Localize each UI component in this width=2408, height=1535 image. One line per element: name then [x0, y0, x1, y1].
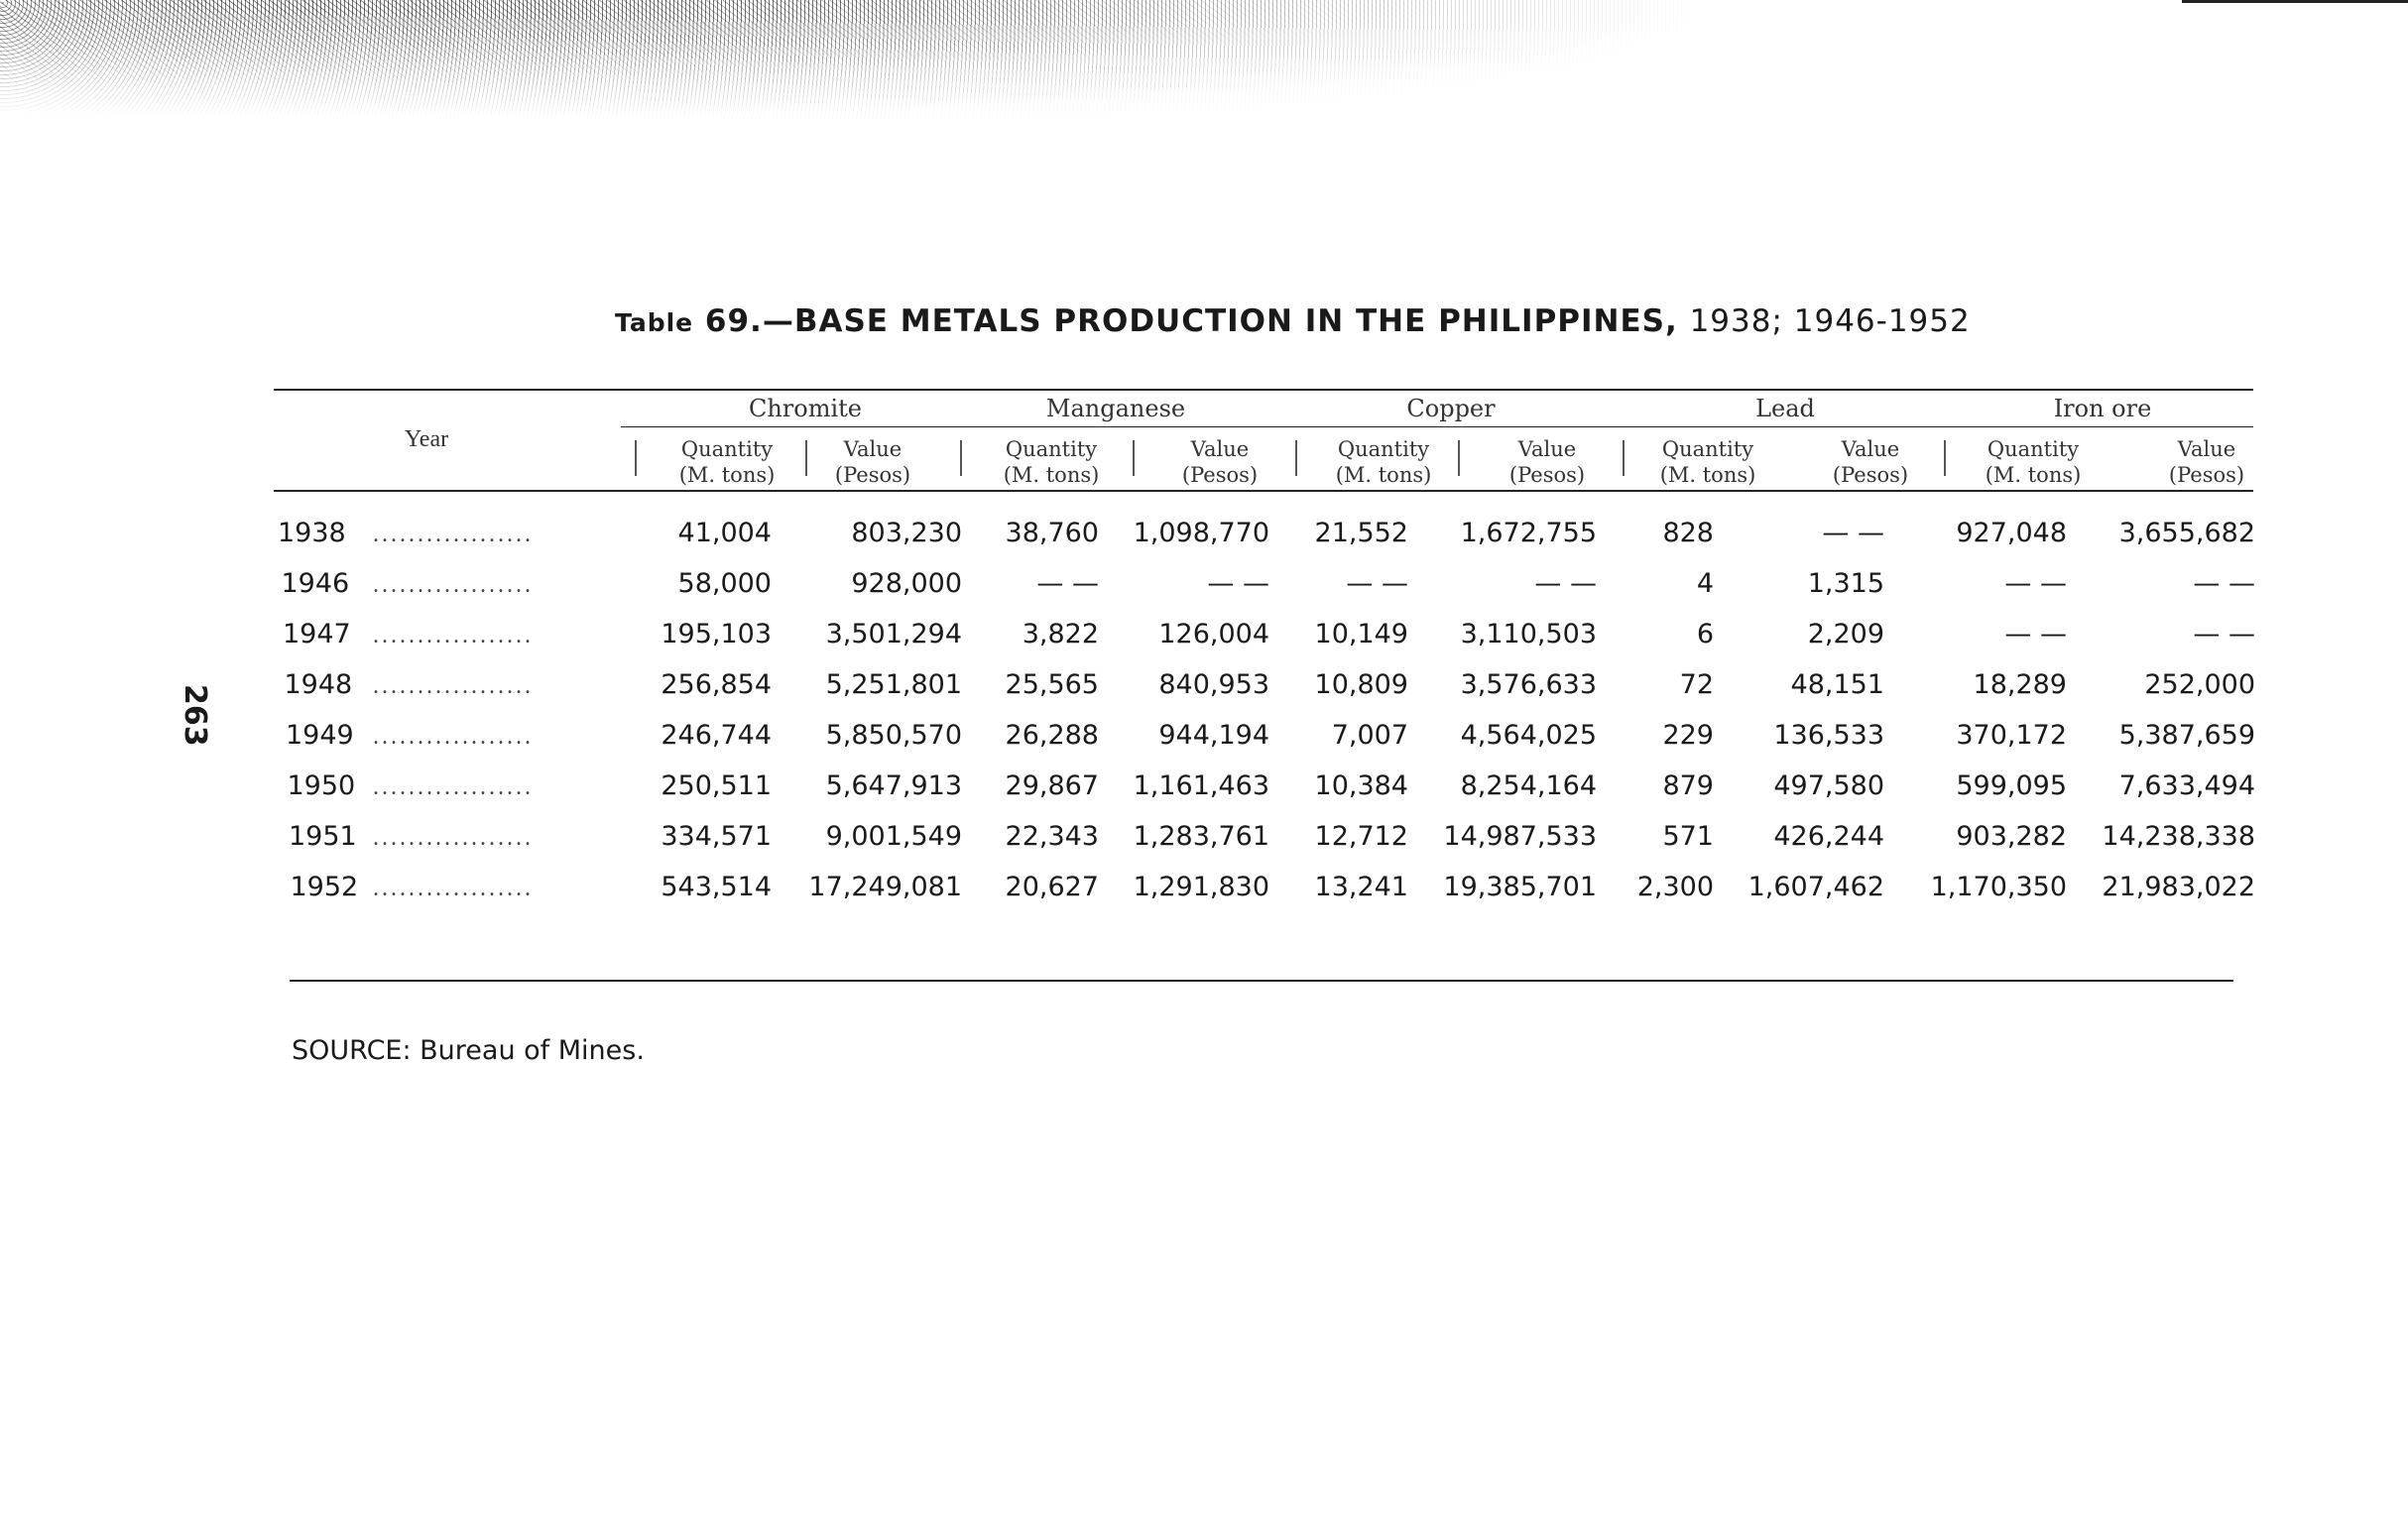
quantity-cell: — — [2004, 568, 2067, 599]
quantity-cell: 3,822 [1022, 619, 1099, 649]
value-cell: 252,000 [2144, 669, 2255, 700]
sub-header-line-1: Value [843, 437, 903, 461]
value-cell: 8,254,164 [1460, 770, 1597, 801]
value-cell: 2,209 [1807, 619, 1884, 649]
quantity-cell: 20,627 [1005, 872, 1099, 902]
table-row [0, 619, 2408, 674]
value-cell: 4,564,025 [1460, 720, 1597, 751]
group-header-iron-ore: Iron ore [2053, 395, 2152, 422]
quantity-cell: 7,007 [1331, 720, 1408, 751]
quantity-cell: 29,867 [1005, 770, 1099, 801]
quantity-cell: 2,300 [1636, 872, 1714, 902]
value-cell: 5,647,913 [825, 770, 962, 801]
table-row [0, 821, 2408, 877]
quantity-cell: 18,289 [1973, 669, 2067, 700]
sub-header-quantity [972, 436, 1131, 488]
sub-header-line-2: (M. tons) [1985, 463, 2082, 487]
sub-header-line-2: (M. tons) [678, 463, 776, 487]
sub-header-line-1: Quantity [1987, 437, 2080, 461]
header-separator [1458, 440, 1460, 476]
value-cell: 1,315 [1807, 568, 1884, 599]
quantity-cell: 903,282 [1956, 821, 2067, 852]
quantity-cell: 41,004 [677, 518, 772, 548]
table-top-rule [274, 389, 2253, 391]
quantity-cell: 250,511 [661, 770, 772, 801]
value-cell: 426,244 [1773, 821, 1884, 852]
table-row [0, 568, 2408, 624]
header-separator [1944, 440, 1946, 476]
sub-header-value [1141, 436, 1299, 488]
table-title-years: 1938; 1946-1952 [1689, 303, 1971, 339]
dot-leader: .................. [373, 623, 534, 649]
sub-header-value [2127, 436, 2286, 488]
value-cell: 1,291,830 [1133, 872, 1269, 902]
header-separator [960, 440, 962, 476]
year-column-header: Year [404, 426, 449, 452]
quantity-cell: 571 [1662, 821, 1714, 852]
quantity-cell: 12,712 [1314, 821, 1408, 852]
quantity-cell: 927,048 [1956, 518, 2067, 548]
sub-header-value [793, 436, 952, 488]
value-cell: — — [2193, 619, 2255, 649]
sub-header-value [1468, 436, 1626, 488]
table-bottom-rule [290, 980, 2233, 982]
quantity-cell: 246,744 [661, 720, 772, 751]
sub-header-quantity [648, 436, 806, 488]
dot-leader: .................. [373, 825, 534, 851]
table-title-main: 69.—BASE METALS PRODUCTION IN THE PHILIPPINES, [704, 303, 1678, 339]
sub-header-line-1: Quantity [1005, 437, 1098, 461]
group-header-copper: Copper [1406, 395, 1496, 422]
sub-header-line-2: (Pesos) [1181, 463, 1259, 487]
value-cell: 3,501,294 [825, 619, 962, 649]
quantity-cell: 22,343 [1005, 821, 1099, 852]
page-number: 263 [178, 684, 212, 747]
value-cell: 1,672,755 [1460, 518, 1597, 548]
year-cell: 1948 [284, 669, 353, 700]
group-header-manganese: Manganese [1045, 395, 1186, 422]
year-cell: 1949 [286, 720, 354, 751]
quantity-cell: 10,149 [1314, 619, 1408, 649]
year-cell: 1952 [290, 872, 359, 902]
table-title [615, 303, 1971, 339]
value-cell: 21,983,022 [2102, 872, 2255, 902]
value-cell: 3,110,503 [1460, 619, 1597, 649]
value-cell: 803,230 [851, 518, 962, 548]
value-cell: 48,151 [1790, 669, 1884, 700]
quantity-cell: 10,809 [1314, 669, 1408, 700]
value-cell: 19,385,701 [1443, 872, 1597, 902]
quantity-cell: 370,172 [1956, 720, 2067, 751]
header-separator [805, 440, 807, 476]
sub-header-line-1: Value [1841, 437, 1900, 461]
table-row [0, 720, 2408, 775]
scan-edge-mark [2182, 0, 2408, 3]
value-cell: 840,953 [1158, 669, 1269, 700]
value-cell: 14,238,338 [2102, 821, 2255, 852]
table-row [0, 872, 2408, 927]
sub-header-line-1: Quantity [680, 437, 774, 461]
table-row [0, 518, 2408, 573]
value-cell: 1,098,770 [1133, 518, 1269, 548]
header-separator [1623, 440, 1625, 476]
quantity-cell: 256,854 [661, 669, 772, 700]
quantity-cell: 599,095 [1956, 770, 2067, 801]
year-cell: 1946 [281, 568, 350, 599]
quantity-cell: 1,170,350 [1930, 872, 2067, 902]
value-cell: 136,533 [1773, 720, 1884, 751]
quantity-cell: 543,514 [661, 872, 772, 902]
group-header-chromite: Chromite [748, 395, 863, 422]
value-cell: — — [2193, 568, 2255, 599]
quantity-cell: 38,760 [1005, 518, 1099, 548]
dot-leader: .................. [373, 774, 534, 800]
dot-leader: .................. [373, 673, 534, 699]
value-cell: 7,633,494 [2118, 770, 2255, 801]
quantity-cell: — — [2004, 619, 2067, 649]
source-note: SOURCE: Bureau of Mines. [292, 1035, 645, 1066]
sub-header-line-2: (Pesos) [1832, 463, 1909, 487]
quantity-cell: 879 [1662, 770, 1714, 801]
value-cell: 497,580 [1773, 770, 1884, 801]
value-cell: 1,607,462 [1747, 872, 1884, 902]
quantity-cell: — — [1036, 568, 1099, 599]
value-cell: 1,283,761 [1133, 821, 1269, 852]
sub-header-line-1: Value [1517, 437, 1577, 461]
group-under-rule [621, 426, 2253, 427]
year-cell: 1951 [289, 821, 357, 852]
year-cell: 1950 [287, 770, 356, 801]
sub-header-line-1: Quantity [1337, 437, 1430, 461]
quantity-cell: 828 [1662, 518, 1714, 548]
dot-leader: .................. [373, 876, 534, 901]
quantity-cell: 10,384 [1314, 770, 1408, 801]
value-cell: 5,850,570 [825, 720, 962, 751]
header-separator [1295, 440, 1297, 476]
quantity-cell: 229 [1662, 720, 1714, 751]
value-cell: 944,194 [1158, 720, 1269, 751]
quantity-cell: 6 [1696, 619, 1714, 649]
sub-header-line-2: (Pesos) [1508, 463, 1586, 487]
value-cell: — — [1822, 518, 1884, 548]
quantity-cell: 195,103 [661, 619, 772, 649]
sub-header-line-2: (Pesos) [2168, 463, 2245, 487]
value-cell: 5,251,801 [825, 669, 962, 700]
value-cell: 9,001,549 [825, 821, 962, 852]
quantity-cell: 4 [1696, 568, 1714, 599]
table-title-prefix: Table [615, 308, 694, 337]
value-cell: 3,576,633 [1460, 669, 1597, 700]
group-header-lead: Lead [1755, 395, 1815, 422]
sub-header-value [1791, 436, 1950, 488]
quantity-cell: 58,000 [677, 568, 772, 599]
year-cell: 1938 [278, 518, 346, 548]
sub-header-line-2: (Pesos) [834, 463, 911, 487]
value-cell: 5,387,659 [2118, 720, 2255, 751]
dot-leader: .................. [373, 724, 534, 750]
value-cell: 14,987,533 [1443, 821, 1597, 852]
quantity-cell: 72 [1679, 669, 1714, 700]
sub-header-quantity [1304, 436, 1463, 488]
table-row [0, 669, 2408, 725]
value-cell: 928,000 [851, 568, 962, 599]
sub-header-line-2: (M. tons) [1659, 463, 1756, 487]
quantity-cell: 13,241 [1314, 872, 1408, 902]
sub-header-quantity [1954, 436, 2112, 488]
value-cell: 1,161,463 [1133, 770, 1269, 801]
sub-header-line-1: Value [2177, 437, 2236, 461]
sub-header-line-1: Quantity [1661, 437, 1754, 461]
value-cell: 17,249,081 [808, 872, 962, 902]
quantity-cell: 26,288 [1005, 720, 1099, 751]
quantity-cell: 21,552 [1314, 518, 1408, 548]
header-separator [635, 440, 637, 476]
sub-header-line-2: (M. tons) [1003, 463, 1100, 487]
value-cell: 3,655,682 [2118, 518, 2255, 548]
year-cell: 1947 [283, 619, 351, 649]
quantity-cell: 25,565 [1005, 669, 1099, 700]
header-bottom-rule [274, 490, 2253, 492]
scan-noise-2 [0, 0, 1488, 89]
sub-header-line-2: (M. tons) [1335, 463, 1432, 487]
quantity-cell: 334,571 [661, 821, 772, 852]
dot-leader: .................. [373, 572, 534, 598]
value-cell: — — [1534, 568, 1597, 599]
table-row [0, 770, 2408, 826]
header-separator [1133, 440, 1135, 476]
sub-header-quantity [1628, 436, 1787, 488]
sub-header-line-1: Value [1190, 437, 1250, 461]
quantity-cell: — — [1346, 568, 1408, 599]
dot-leader: .................. [373, 522, 534, 547]
value-cell: — — [1207, 568, 1269, 599]
value-cell: 126,004 [1158, 619, 1269, 649]
